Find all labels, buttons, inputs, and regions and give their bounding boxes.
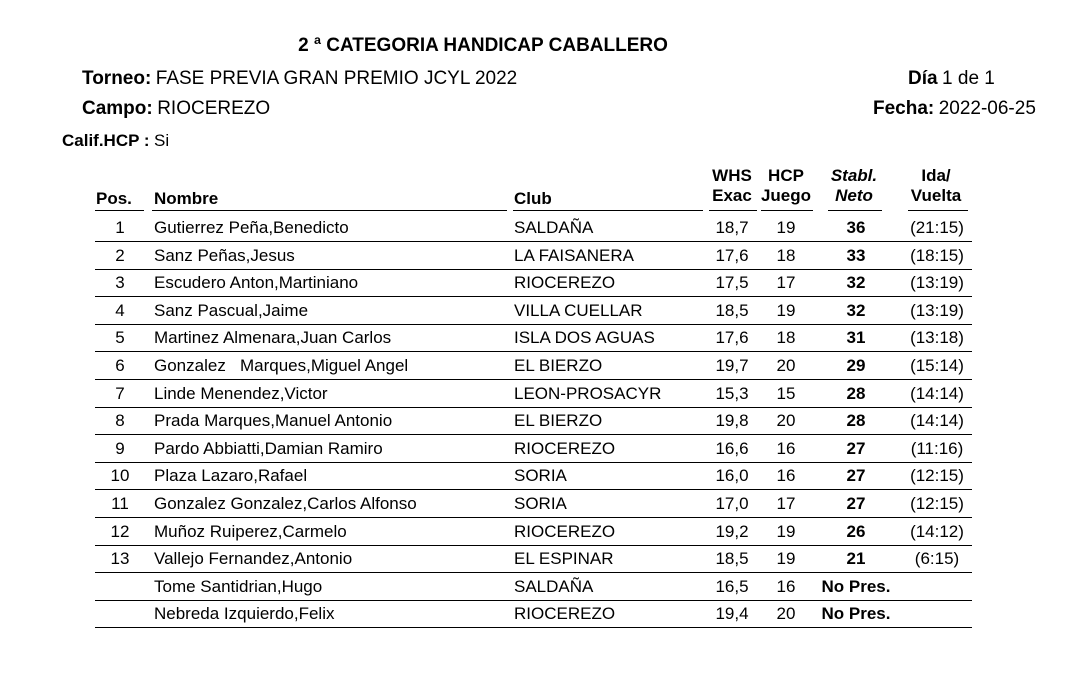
cell-neto: 36 [846, 218, 866, 237]
fecha-label: Fecha: [873, 98, 935, 119]
cell-club: LA FAISANERA [514, 245, 634, 265]
cell-neto: 32 [846, 300, 866, 320]
cell-ida: (21:15) [910, 218, 964, 237]
row-divider [95, 241, 972, 242]
cell-pos: 3 [115, 273, 125, 293]
header-whs-top: WHS [712, 166, 752, 185]
cell-whs: 18,5 [715, 300, 749, 320]
cell-club: RIOCEREZO [514, 604, 616, 624]
row-divider [95, 600, 972, 601]
cell-hcp: 16 [776, 466, 796, 486]
cell-nombre: Martinez Almenara,Juan Carlos [154, 328, 392, 348]
cell-ida: (13:19) [910, 300, 964, 320]
cell-pos: 11 [111, 494, 129, 513]
row-divider [95, 545, 972, 546]
cell-whs: 19,4 [715, 604, 749, 624]
row-divider [95, 572, 972, 573]
cell-nombre: Gonzalez Gonzalez,Carlos Alfonso [154, 494, 417, 513]
header-hcp-top: HCP [768, 166, 804, 185]
cell-nombre: Prada Marques,Manuel Antonio [154, 411, 393, 431]
fecha-value: 2022-06-25 [938, 98, 1036, 119]
row-divider [95, 434, 972, 435]
cell-pos: 12 [110, 521, 130, 541]
cell-pos: 10 [110, 466, 130, 486]
row-divider [95, 407, 972, 408]
cell-nombre: Gutierrez Peña,Benedicto [154, 218, 349, 237]
header-whs-bottom: Exac [712, 186, 752, 205]
row-divider [95, 296, 972, 297]
cell-nombre: Tome Santidrian,Hugo [154, 576, 323, 596]
cell-club: SALDAÑA [514, 218, 594, 237]
cell-nombre: Gonzalez Marques,Miguel Angel [154, 356, 409, 375]
cell-nombre: Vallejo Fernandez,Antonio [154, 549, 353, 569]
cell-hcp: 16 [776, 576, 796, 596]
cell-ida: (14:14) [910, 411, 964, 431]
cell-club: EL ESPINAR [514, 549, 614, 569]
cell-hcp: 15 [776, 383, 796, 403]
dia-label: Día [908, 68, 938, 89]
cell-club: RIOCEREZO [514, 438, 616, 458]
cell-whs: 19,7 [715, 356, 749, 375]
header-ida-bottom: Vuelta [910, 186, 962, 205]
header-hcp-bottom: Juego [760, 186, 812, 205]
cell-club: EL BIERZO [514, 356, 603, 375]
cell-hcp: 20 [776, 356, 796, 375]
cell-whs: 16,5 [715, 576, 749, 596]
cell-neto: 27 [846, 494, 866, 513]
cell-hcp: 17 [776, 273, 796, 293]
cell-ida: (12:15) [910, 494, 964, 513]
cell-neto: 29 [846, 356, 866, 375]
cell-club: VILLA CUELLAR [514, 300, 643, 320]
cell-neto: 33 [846, 245, 866, 265]
row-divider [95, 324, 972, 325]
cell-neto: No Pres. [821, 604, 891, 624]
calif-value: Si [154, 131, 170, 150]
row-divider [95, 269, 972, 270]
calif-label: Calif.HCP : [62, 131, 150, 150]
calif-line [62, 131, 169, 151]
cell-ida: (14:14) [910, 383, 964, 403]
cell-neto: 26 [846, 521, 866, 541]
header-rule-nombre [152, 210, 507, 211]
cell-ida: (6:15) [914, 549, 960, 569]
cell-whs: 19,8 [715, 411, 749, 431]
cell-hcp: 19 [776, 549, 796, 569]
cell-whs: 17,5 [715, 273, 749, 293]
cell-club: LEON-PROSACYR [514, 383, 662, 403]
row-divider [95, 462, 972, 463]
row-divider [95, 379, 972, 380]
header-rule-hcp [761, 210, 813, 211]
header-ida-top: Ida/ [921, 166, 951, 185]
cell-whs: 18,7 [715, 218, 749, 237]
cell-pos: 8 [115, 411, 125, 431]
fecha-line [873, 98, 1080, 120]
header-pos: Pos. [96, 189, 132, 208]
cell-hcp: 20 [776, 604, 796, 624]
header-rule-stabl [828, 210, 882, 211]
page-title: 2 ª CATEGORIA HANDICAP CABALLERO [298, 35, 668, 56]
cell-pos: 9 [115, 438, 125, 458]
cell-pos: 4 [115, 300, 125, 320]
torneo-label: Torneo: [82, 68, 152, 89]
cell-neto: 28 [846, 383, 866, 403]
cell-neto: 28 [846, 411, 866, 431]
row-divider [95, 627, 972, 628]
row-divider [95, 517, 972, 518]
cell-whs: 18,5 [715, 549, 749, 569]
dia-line [908, 68, 995, 90]
cell-nombre: Plaza Lazaro,Rafael [154, 466, 308, 486]
cell-club: SALDAÑA [514, 576, 594, 596]
cell-nombre: Linde Menendez,Victor [154, 383, 328, 403]
cell-club: RIOCEREZO [514, 521, 616, 541]
header-rule-whs [709, 210, 757, 211]
header-rule-pos [95, 210, 144, 211]
header-nombre: Nombre [154, 189, 219, 208]
cell-neto: No Pres. [821, 576, 891, 596]
cell-pos: 1 [115, 218, 125, 237]
campo-line [82, 98, 270, 120]
cell-club: SORIA [514, 466, 567, 486]
row-divider [95, 351, 972, 352]
cell-ida: (15:14) [910, 356, 964, 375]
cell-hcp: 18 [776, 328, 796, 348]
cell-hcp: 20 [776, 411, 796, 431]
cell-nombre: Pardo Abbiatti,Damian Ramiro [154, 438, 383, 458]
cell-neto: 31 [846, 328, 866, 348]
cell-whs: 16,0 [715, 466, 749, 486]
cell-hcp: 19 [776, 218, 796, 237]
cell-whs: 17,6 [715, 245, 749, 265]
cell-nombre: Muñoz Ruiperez,Carmelo [154, 521, 347, 541]
cell-nombre: Nebreda Izquierdo,Felix [154, 604, 335, 624]
torneo-line [82, 68, 517, 90]
cell-hcp: 18 [776, 245, 796, 265]
cell-hcp: 17 [776, 494, 796, 513]
cell-whs: 17,6 [715, 328, 749, 348]
cell-ida: (13:19) [910, 273, 964, 293]
cell-ida: (13:18) [910, 328, 964, 348]
torneo-value: FASE PREVIA GRAN PREMIO JCYL 2022 [155, 68, 518, 89]
cell-whs: 19,2 [715, 521, 749, 541]
campo-value: RIOCEREZO [157, 98, 271, 119]
header-stabl-top: Stabl. [830, 166, 878, 185]
cell-pos: 2 [115, 245, 125, 265]
cell-pos: 6 [115, 356, 125, 375]
campo-label: Campo: [82, 98, 153, 119]
cell-neto: 21 [846, 549, 866, 569]
cell-ida: (14:12) [910, 521, 964, 541]
cell-whs: 17,0 [715, 494, 749, 513]
cell-club: SORIA [514, 494, 567, 513]
cell-pos: 7 [115, 383, 125, 403]
cell-whs: 16,6 [715, 438, 749, 458]
header-rule-ida [908, 210, 968, 211]
header-club: Club [514, 189, 552, 208]
cell-club: RIOCEREZO [514, 273, 616, 293]
cell-neto: 27 [846, 438, 866, 458]
header-stabl-bottom: Neto [835, 186, 873, 205]
cell-ida: (12:15) [910, 466, 964, 486]
cell-nombre: Sanz Pascual,Jaime [154, 300, 309, 320]
cell-hcp: 16 [776, 438, 796, 458]
cell-ida: (11:16) [910, 438, 964, 458]
cell-neto: 32 [846, 273, 866, 293]
header-rule-club [513, 210, 703, 211]
cell-hcp: 19 [776, 300, 796, 320]
row-divider [95, 489, 972, 490]
cell-nombre: Sanz Peñas,Jesus [154, 245, 295, 265]
cell-nombre: Escudero Anton,Martiniano [154, 273, 359, 293]
cell-club: ISLA DOS AGUAS [514, 328, 655, 348]
cell-ida: (18:15) [910, 245, 964, 265]
cell-neto: 27 [846, 466, 866, 486]
cell-pos: 5 [115, 328, 125, 348]
dia-value: 1 de 1 [942, 68, 995, 89]
cell-hcp: 19 [776, 521, 796, 541]
cell-whs: 15,3 [715, 383, 749, 403]
cell-club: EL BIERZO [514, 411, 603, 431]
cell-pos: 13 [110, 549, 130, 569]
